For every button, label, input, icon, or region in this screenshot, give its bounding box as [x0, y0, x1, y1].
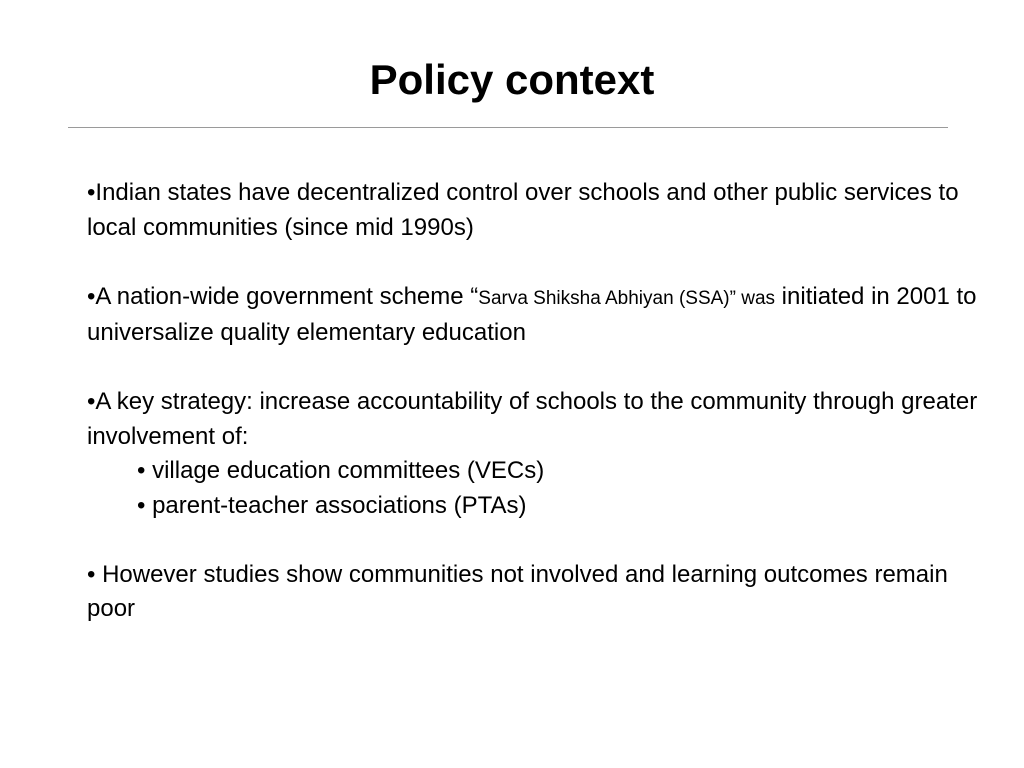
title-divider: [68, 127, 948, 128]
sub-bullet-vecs: • village education committees (VECs): [137, 457, 545, 484]
bullet-ssa-suffix: initiated in 2001 to universalize quality elementary education: [87, 282, 977, 346]
slide-body: [87, 176, 987, 627]
paragraph-spacer: [87, 351, 987, 386]
bullet-studies: • However studies show communities not involved and learning outcomes remain poor: [87, 560, 948, 622]
bullet-ssa-prefix: •A nation-wide government scheme “: [87, 282, 479, 310]
slide-title: Policy context: [369, 56, 655, 103]
bullet-ssa-name: Sarva Shiksha Abhiyan (SSA)” was: [478, 287, 776, 309]
paragraph-spacer: [87, 245, 987, 280]
bullet-key-strategy: •A key strategy: increase accountability of schools to the community through greater involvement of:: [87, 388, 978, 450]
bullet-decentralization: •Indian states have decentralized control over schools and other public services to local communities (since mid 1990s): [87, 179, 959, 241]
bullet-ssa-scheme: [87, 280, 987, 351]
sub-bullet-ptas: • parent-teacher associations (PTAs): [137, 491, 527, 519]
paragraph-spacer: [87, 523, 987, 558]
